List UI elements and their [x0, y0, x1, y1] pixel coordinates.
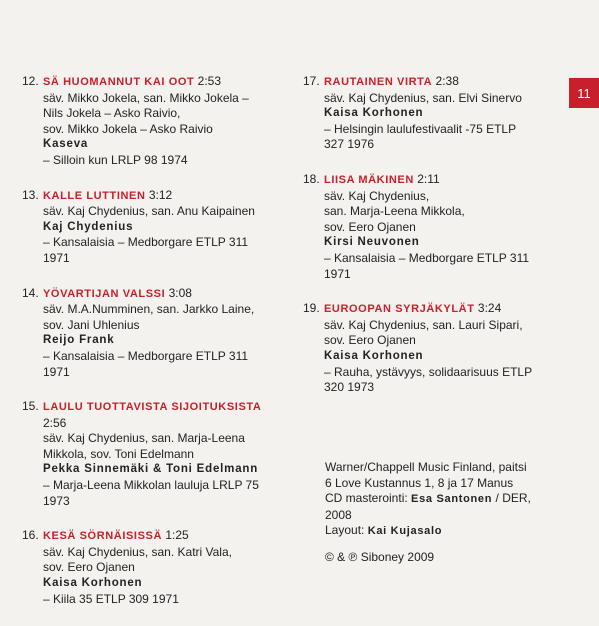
track-number: 12.: [22, 74, 39, 88]
track-entry: [22, 399, 284, 509]
track-number: 14.: [22, 285, 39, 300]
track-title: LAULU TUOTTAVISTA SIJOITUKSISTA: [43, 401, 262, 414]
track-release-line: 1971: [324, 266, 351, 281]
copyright-notice: © & ℗ Siboney 2009: [325, 550, 435, 564]
track-credit-line: säv. Kaj Chydenius, san. Anu Kaipainen: [43, 204, 255, 219]
track-performer: Pekka Sinnemäki & Toni Edelmann: [43, 463, 259, 476]
page-number: 11: [577, 85, 591, 101]
track-heading: [324, 172, 553, 189]
track-performer: Kirsi Neuvonen: [324, 236, 420, 249]
track-credit-line: Nils Jokela – Asko Raivio,: [43, 106, 181, 121]
track-duration: 3:12: [148, 187, 173, 202]
mastering-label: CD masterointi:: [325, 491, 412, 506]
track-credit-line: sov. Eero Ojanen: [324, 219, 416, 234]
track-number: 16.: [22, 528, 39, 543]
credits-line-publisher: Warner/Chappell Music Finland, paitsi: [325, 460, 527, 474]
layout-label: Layout:: [325, 523, 368, 538]
track-release-line: – Helsingin laulufestivaalit -75 ETLP: [324, 121, 517, 136]
track-credit-line: sov. Eero Ojanen: [43, 560, 135, 575]
track-heading: [43, 188, 284, 205]
track-release-line: – Kansalaisia – Medborgare ETLP 311: [43, 348, 249, 363]
track-duration: 2:38: [435, 74, 459, 88]
track-credit-line: säv. Mikko Jokela, san. Mikko Jokela –: [43, 90, 249, 105]
track-performer: Kaisa Korhonen: [324, 349, 424, 362]
track-duration: 3:08: [168, 285, 192, 300]
track-performer: Kaisa Korhonen: [324, 107, 424, 120]
right-column: [303, 74, 553, 415]
track-title: RAUTAINEN VIRTA: [324, 76, 433, 88]
layout-name: Kai Kujasalo: [367, 525, 443, 538]
track-credit-line: sov. Mikko Jokela – Asko Raivio: [43, 121, 213, 136]
track-title: KESÄ SÖRNÄISISSÄ: [43, 530, 163, 543]
track-credit-line: säv. Kaj Chydenius, san. Elvi Sinervo: [324, 90, 522, 105]
track-credit-line: sov. Eero Ojanen: [324, 333, 416, 348]
track-credit-line: sov. Jani Uhlenius: [43, 317, 140, 332]
track-heading: [43, 399, 284, 431]
track-heading: [324, 301, 553, 318]
track-entry: [22, 286, 284, 381]
track-heading: [43, 528, 284, 545]
track-heading: [324, 74, 553, 91]
track-credit-line: san. Marja-Leena Mikkola,: [324, 204, 465, 219]
track-entry: [22, 528, 284, 607]
track-credit-line: säv. M.A.Numminen, san. Jarkko Laine,: [43, 302, 255, 317]
track-release-line: – Marja-Leena Mikkolan lauluja LRLP 75: [43, 478, 259, 493]
track-release-line: – Silloin kun LRLP 98 1974: [43, 152, 188, 167]
track-release-line: – Kansalaisia – Medborgare ETLP 311: [324, 250, 530, 265]
track-release-line: – Rauha, ystävyys, solidaarisuus ETLP: [324, 364, 533, 379]
credits-line-layout: [325, 523, 585, 540]
track-credit-line: Mikkola, sov. Toni Edelmann: [43, 446, 194, 461]
track-title: KALLE LUTTINEN: [43, 189, 146, 202]
track-credit-line: säv. Kaj Chydenius, san. Katri Vala,: [43, 544, 232, 559]
track-title: LIISA MÄKINEN: [324, 173, 414, 186]
track-performer: Reijo Frank: [43, 334, 115, 347]
track-entry: [22, 188, 284, 267]
track-credit-line: säv. Kaj Chydenius, san. Marja-Leena: [43, 431, 245, 446]
credits-line-mastering: [325, 491, 585, 508]
track-heading: [43, 74, 284, 91]
track-release-line: 1971: [43, 250, 70, 265]
track-duration: 2:56: [43, 415, 67, 430]
track-number: 18.: [303, 171, 320, 186]
track-release-line: – Kansalaisia – Medborgare ETLP 311: [43, 235, 249, 250]
credits-line-publisher-exceptions: 6 Love Kustannus 1, 8 ja 17 Manus: [325, 475, 514, 490]
track-credit-line: säv. Kaj Chydenius,: [324, 188, 430, 203]
track-release-line: – Kiila 35 ETLP 309 1971: [43, 591, 179, 606]
track-number: 19.: [303, 301, 320, 316]
track-duration: 2:11: [417, 171, 440, 186]
track-duration: 2:53: [197, 74, 222, 88]
track-duration: 3:24: [477, 301, 502, 316]
credits-line-year: 2008: [325, 507, 352, 522]
mastering-name: Esa Santonen: [411, 493, 493, 506]
track-heading: [43, 286, 284, 303]
track-number: 15.: [22, 399, 39, 414]
track-entry: [22, 74, 284, 169]
page-number-tab: [569, 78, 599, 108]
credits-block: [325, 460, 585, 540]
mastering-suffix: / DER,: [492, 491, 531, 506]
track-credit-line: säv. Kaj Chydenius, san. Lauri Sipari,: [324, 317, 523, 332]
track-title: SÄ HUOMANNUT KAI OOT: [43, 76, 195, 88]
track-entry: [303, 172, 553, 282]
track-release-line: 320 1973: [324, 380, 375, 395]
track-performer: Kaisa Korhonen: [43, 577, 143, 590]
track-release-line: 1971: [43, 364, 70, 379]
track-release-line: 327 1976: [324, 137, 375, 152]
track-performer: Kaj Chydenius: [43, 220, 134, 233]
track-performer: Kaseva: [43, 138, 89, 151]
left-column: [22, 74, 284, 626]
track-title: EUROOPAN SYRJÄKYLÄT: [324, 303, 475, 316]
track-number: 17.: [303, 74, 320, 88]
track-entry: [303, 301, 553, 396]
track-number: 13.: [22, 187, 39, 202]
track-entry: [303, 74, 553, 153]
track-duration: 1:25: [165, 528, 189, 543]
track-title: YÖVARTIJAN VALSSI: [43, 287, 166, 300]
track-release-line: 1973: [43, 493, 70, 508]
